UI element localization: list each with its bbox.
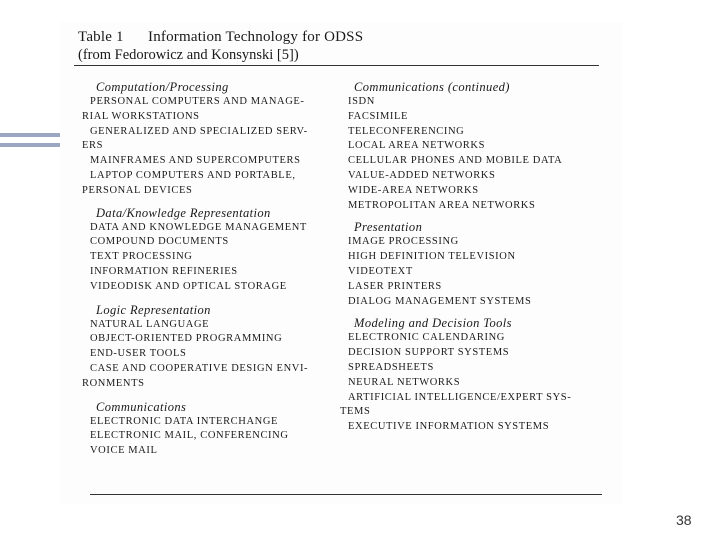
table-item: [90, 444, 350, 459]
page-number: 38: [676, 512, 692, 528]
section-heading: Computation/Processing: [96, 80, 229, 94]
item-text: LAPTOP COMPUTERS AND PORTABLE,: [90, 169, 296, 181]
table-item: [348, 235, 613, 250]
item-text: EXECUTIVE INFORMATION SYSTEMS: [348, 421, 550, 433]
item-text: NATURAL LANGUAGE: [90, 318, 210, 330]
table-item: [90, 347, 350, 362]
table-section: [82, 80, 350, 199]
table-item: [348, 420, 613, 435]
table-section: [348, 80, 613, 213]
left-column: [82, 80, 350, 459]
item-text: ISDN: [348, 96, 375, 107]
section-heading: Modeling and Decision Tools: [354, 316, 512, 331]
table-section: [90, 400, 350, 459]
table-item: [90, 265, 350, 280]
table-item: [90, 221, 350, 236]
table-item: [348, 154, 613, 169]
table-item: [90, 235, 350, 250]
item-text: END-USER TOOLS: [90, 348, 187, 360]
table-item: [348, 331, 613, 346]
item-text: ARTIFICIAL INTELLIGENCE/EXPERT SYS-: [348, 391, 572, 403]
item-text: IMAGE PROCESSING: [348, 236, 459, 248]
table-item: [340, 391, 613, 421]
item-text: FACSIMILE: [348, 110, 409, 122]
item-text: LOCAL AREA NETWORKS: [348, 140, 486, 152]
table-item: [82, 125, 350, 155]
item-text: INFORMATION REFINERIES: [90, 265, 238, 277]
table-item: [348, 280, 613, 295]
table-section: [82, 302, 350, 392]
item-text-continued: ERS: [82, 140, 104, 152]
item-text: HIGH DEFINITION TELEVISION: [348, 251, 516, 263]
table-item: [90, 154, 350, 169]
table-item: [348, 139, 613, 154]
table-item: [82, 362, 350, 392]
item-text: ELECTRONIC MAIL, CONFERENCING: [90, 430, 289, 442]
item-text: ELECTRONIC DATA INTERCHANGE: [90, 415, 279, 427]
table-section: [90, 206, 350, 295]
item-text: TELECONFERENCING: [348, 125, 465, 137]
item-text: PERSONAL COMPUTERS AND MANAGE-: [90, 96, 305, 107]
table-item: [90, 415, 350, 430]
table-item: [348, 250, 613, 265]
item-text: CELLULAR PHONES AND MOBILE DATA: [348, 155, 563, 167]
item-text-continued: RIAL WORKSTATIONS: [82, 110, 200, 122]
section-heading: Communications: [96, 399, 187, 414]
section-heading: Logic Representation: [96, 302, 211, 317]
item-text: SPREADSHEETS: [348, 361, 434, 373]
item-text: WIDE-AREA NETWORKS: [348, 184, 479, 196]
table-item: [90, 429, 350, 444]
item-text: COMPOUND DOCUMENTS: [90, 236, 229, 248]
table-section: [348, 220, 613, 309]
bottom-rule: [90, 494, 602, 495]
item-text-continued: PERSONAL DEVICES: [82, 184, 193, 196]
item-text: MAINFRAMES AND SUPERCOMPUTERS: [90, 155, 301, 167]
item-text: OBJECT-ORIENTED PROGRAMMING: [90, 333, 283, 345]
table-item: [348, 265, 613, 280]
table-item: [348, 295, 613, 310]
right-column: [340, 80, 613, 435]
decorative-bar: [0, 133, 60, 137]
item-text: VOICE MAIL: [90, 445, 158, 457]
table-item: [348, 199, 613, 214]
item-text: VALUE-ADDED NETWORKS: [348, 169, 496, 181]
item-text: ELECTRONIC CALENDARING: [348, 332, 505, 344]
table-item: [90, 250, 350, 265]
table-item: [82, 95, 350, 125]
section-heading: Presentation: [354, 220, 423, 235]
table-title-text: Information Technology for ODSS: [148, 29, 364, 45]
table-item: [348, 361, 613, 376]
item-text: CASE AND COOPERATIVE DESIGN ENVI-: [90, 362, 309, 374]
table-item: [348, 376, 613, 391]
section-heading: Communications (continued): [354, 80, 510, 94]
item-text: LASER PRINTERS: [348, 280, 442, 292]
table-item: [82, 169, 350, 199]
item-text: DATA AND KNOWLEDGE MANAGEMENT: [90, 221, 307, 233]
table-item: [348, 346, 613, 361]
table-subtitle: (from Fedorowicz and Konsynski [5]): [78, 47, 299, 63]
item-text: DECISION SUPPORT SYSTEMS: [348, 347, 510, 359]
item-text: TEXT PROCESSING: [90, 251, 193, 263]
top-rule: [74, 65, 599, 66]
table-label: Table 1: [78, 29, 124, 45]
table-section: [340, 316, 613, 435]
item-text: DIALOG MANAGEMENT SYSTEMS: [348, 295, 532, 307]
table-item: [90, 318, 350, 333]
item-text-continued: TEMS: [340, 406, 371, 418]
item-text: GENERALIZED AND SPECIALIZED SERV-: [90, 125, 308, 137]
item-text: METROPOLITAN AREA NETWORKS: [348, 199, 536, 211]
table-item: [348, 95, 613, 110]
table-item: [90, 332, 350, 347]
table-item: [90, 280, 350, 295]
item-text: VIDEODISK AND OPTICAL STORAGE: [90, 280, 287, 292]
table-title: [78, 28, 363, 46]
table-item: [348, 184, 613, 199]
scanned-table-image: [60, 22, 623, 504]
item-text: NEURAL NETWORKS: [348, 376, 461, 388]
item-text-continued: RONMENTS: [82, 377, 145, 389]
decorative-bar: [0, 143, 60, 147]
item-text: VIDEOTEXT: [348, 265, 413, 277]
table-item: [348, 125, 613, 140]
section-heading: Data/Knowledge Representation: [96, 205, 271, 220]
table-item: [348, 110, 613, 125]
table-item: [348, 169, 613, 184]
